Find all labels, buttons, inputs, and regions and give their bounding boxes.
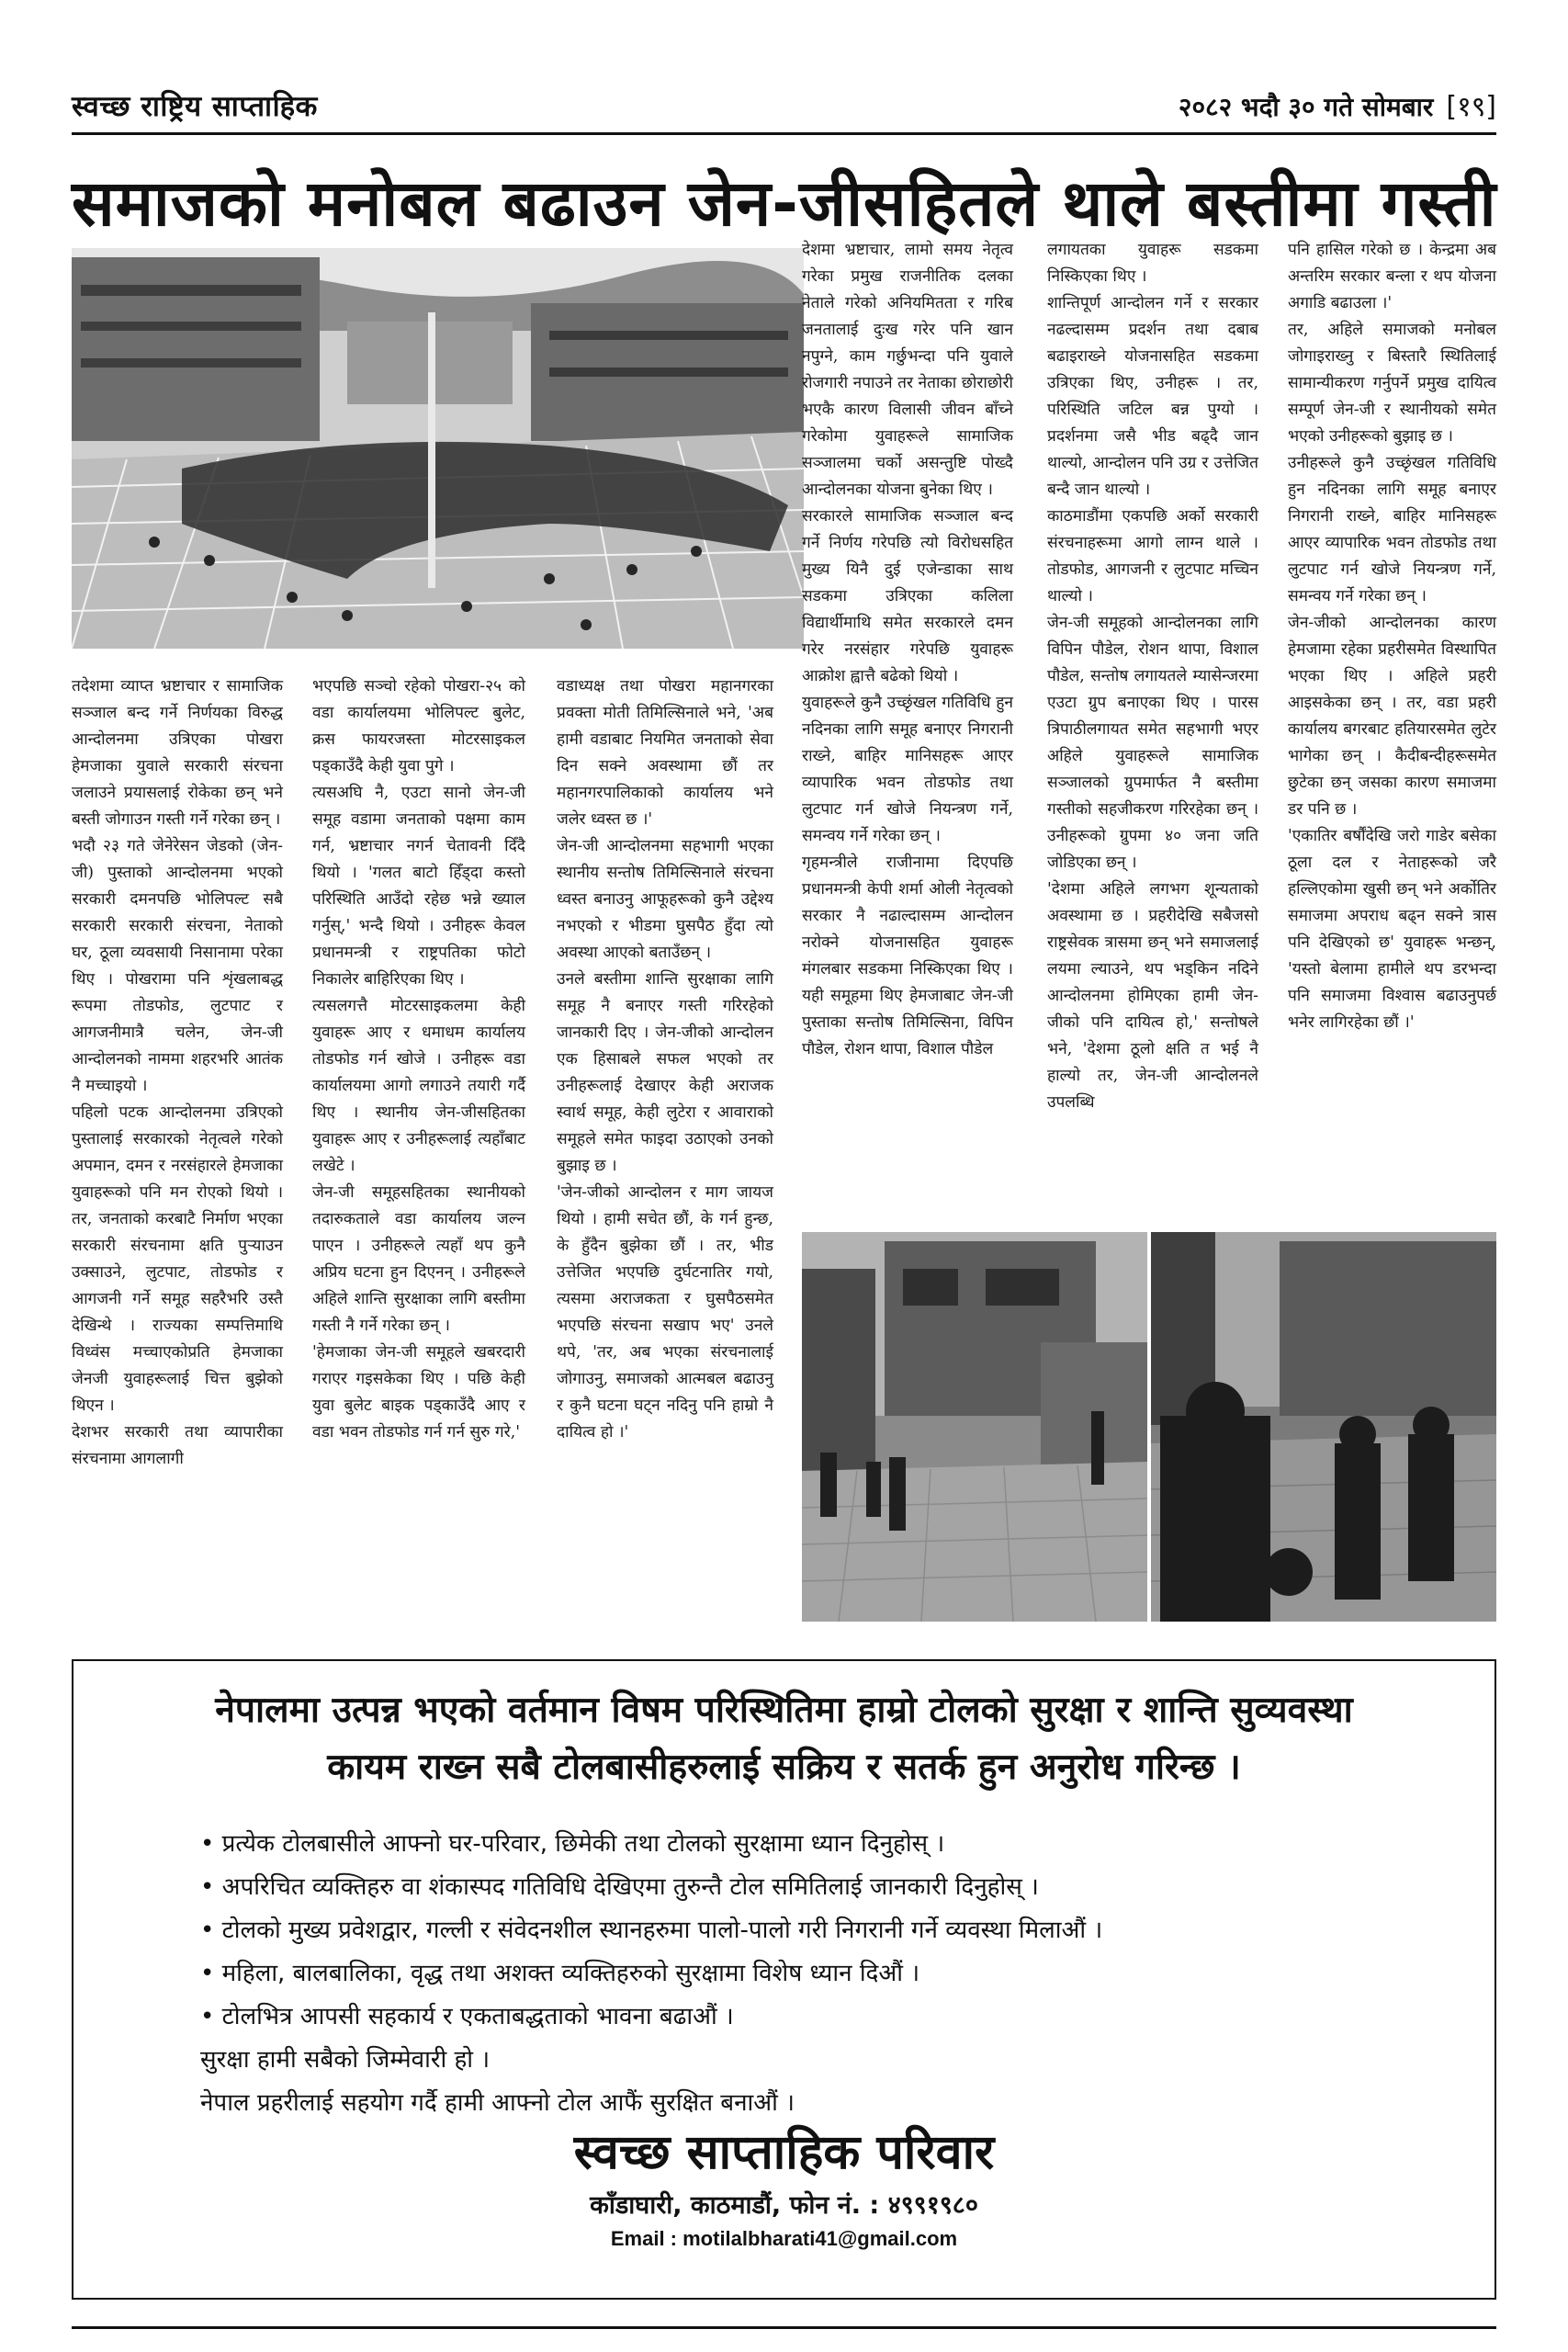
article-column-4: देशमा भ्रष्टाचार, लामो समय नेतृत्व गरेका प्रमुख राजनीतिक दलका नेताले गरेको अनियमितता र गरिब जनतालाई दुःख गरेर पनि खान नपुग्ने, काम गर्छुभन्दा पनि युवाले रोजगारी नपाउने तर नेताका छोराछोरी भएकै कारण विलासी जीवन बाँच्ने गरेकोमा युवाहरूले सामाजिक सञ्जालमा चर्को असन्तुष्टि पोख्दै आन्दोलनका योजना बुनेका थिए । सरकारले सामाजिक सञ्जाल बन्द गर्ने निर्णय गरेपछि त्यो विरोधसहित मुख्य यिनै दुई एजेन्डाका साथ सडकमा उत्रिएका कलिला विद्यार्थीमाथि समेत सरकारले दमन गरेर नरसंहार गरेपछि युवाहरू आक्रोश ह्वात्तै बढेको थियो । युवाहरूले कुनै उच्छृंखल गतिविधि हुन नदिनका लागि समूह बनाएर निगरानी राख्ने, बाहिर मानिसहरू आएर व्यापारिक भवन तोडफोड तथा लुटपाट गर्न खोजे नियन्त्रण गर्ने, समन्वय गर्ने गरेका छन् । गृहमन्त्रीले राजीनामा दिएपछि प्रधानमन्त्री केपी शर्मा ओली नेतृत्वको सरकार नै नढाल्दासम्म आन्दोलन नरोक्ने योजनासहित युवाहरू मंगलबार सडकमा निस्किएका थिए । यही समूहमा थिए हेमजाबाट जेन-जी पुस्ताका सन्तोष तिमिल्सिना, विपिन पौडेल, रोशन थापा, विशाल पौडेल: [802, 241, 1013, 1058]
notice-cooperation-line: नेपाल प्रहरीलाई सहयोग गर्दै हामी आफ्नो टोल आफैं सुरक्षित बनाऔं ।: [200, 2089, 795, 2117]
article-column-6: पनि हासिल गरेको छ । केन्द्रमा अब अन्तरिम सरकार बन्ला र थप योजना अगाडि बढाउला ।' तर, अहिले समाजको मनोबल जोगाइराख्नु र बिस्तारै स्थितिलाई सामान्यीकरण गर्नुपर्ने प्रमुख दायित्व सम्पूर्ण जेन-जी र स्थानीयको समेत भएको उनीहरूको बुझाइ छ । उनीहरूले कुनै उच्छृंखल गतिविधि हुन नदिनका लागि समूह बनाएर निगरानी राख्ने, बाहिर मानिसहरू आएर व्यापारिक भवन तोडफोड तथा लुटपाट गर्न खोजे नियन्त्रण गर्ने, समन्वय गर्ने गरेका छन् । जेन-जीको आन्दोलनका कारण हेमजामा रहेका प्रहरीसमेत विस्थापित भएका थिए । अहिले प्रहरी आइसकेका छन् । तर, वडा प्रहरी कार्यालय बगरबाट हतियारसमेत लुटेर भागेका छन् । कैदीबन्दीहरूसमेत छुटेका छन् जसका कारण समाजमा डर पनि छ । 'एकातिर बर्षौंदेखि जरो गाडेर बसेका ठूला दल र नेताहरूको जरै हल्लिएकोमा खुसी छन् भने अर्कोतिर समाजमा अपराध बढ्न सक्ने त्रास पनि देखिएको छ' युवाहरू भन्छन्, 'यस्तो बेलामा हामीले थप डरभन्दा पनि समाजमा विश्वास बढाउनुपर्छ भनेर लागिरहेका छौं ।': [1288, 241, 1496, 1032]
publisher-family-name: स्वच्छ साप्ताहिक परिवार: [573, 2125, 995, 2180]
issue-date-block: [1179, 86, 1496, 124]
notice-bullet-item: • अपरिचित व्यक्तिहरु वा शंकास्पद गतिविधि देखिएमा तुरुन्तै टोल समितिलाई जानकारी दिनुहोस् ।: [200, 1873, 1039, 1901]
notice-heading-line-1: नेपालमा उत्पन्न भएको वर्तमान विषम परिस्थितिमा हाम्रो टोलको सुरक्षा र शान्ति सुव्यवस्था: [215, 1690, 1353, 1731]
page-number: [१९]: [1446, 91, 1496, 123]
footer-rule: [72, 2326, 1496, 2329]
notice-bullet-item: • टोलको मुख्य प्रवेशद्वार, गल्ली र संवेदनशील स्थानहरुमा पालो-पालो गरी निगरानी गर्ने व्यवस्था मिलाऔं ।: [200, 1917, 1103, 1944]
article-column-5: लगायतका युवाहरू सडकमा निस्किएका थिए । शान्तिपूर्ण आन्दोलन गर्ने र सरकार नढल्दासम्म प्रदर्शन तथा दबाब बढाइराख्ने योजनासहित सडकमा उत्रिएका थिए, उनीहरू । तर, परिस्थिति जटिल बन्न पुग्यो । प्रदर्शनमा जसै भीड बढ्दै जान थाल्यो, आन्दोलन पनि उग्र र उत्तेजित बन्दै जान थाल्यो । काठमाडौंमा एकपछि अर्को सरकारी संरचनाहरूमा आगो लाग्न थाले । तोडफोड, आगजनी र लुटपाट मच्चिन थाल्यो । जेन-जी समूहको आन्दोलनका लागि विपिन पौडेल, रोशन थापा, विशाल पौडेल, सन्तोष लगायतले म्यासेन्जरमा एउटा ग्रुप बनाएका थिए । पारस त्रिपाठीलगायत समेत सहभागी भएर अहिले युवाहरूले सामाजिक सञ्जालको ग्रुपमार्फत नै बस्तीमा गस्तीको सहजीकरण गरिरहेका छन् । उनीहरूको ग्रुपमा ४० जना जति जोडिएका छन् । 'देशमा अहिले लगभग शून्यताको अवस्थामा छ । प्रहरीदेखि सबैजसो राष्ट्रसेवक त्रासमा छन् भने समाजलाई लयमा ल्याउने, थप भड्किन नदिने आन्दोलनमा होमिएका हामी जेन-जीको पनि दायित्व हो,' सन्तोषले भने, 'देशमा ठूलो क्षति त भई नै हाल्यो तर, जेन-जी आन्दोलनले उपलब्धि: [1047, 241, 1258, 1112]
publisher-address: काँडाघारी, काठमाडौं, फोन नं. : ४९९१९८०: [590, 2191, 978, 2220]
article-column-1: तदेशमा व्याप्त भ्रष्टाचार र सामाजिक सञ्जाल बन्द गर्ने निर्णयका विरुद्ध आन्दोलनमा उत्रिएका पोखरा हेमजाका युवाले सरकारी संरचना जलाउने प्रयासलाई रोकेका छन् भने बस्ती जोगाउन गस्ती गर्ने गरेका छन् । भदौ २३ गते जेनेरेसन जेडको (जेन-जी) पुस्ताको आन्दोलनमा भएको सरकारी दमनपछि भोलिपल्ट सबै सरकारी सरकारी संरचना, नेताको घर, ठूला व्यवसायी निसानामा परेका थिए । पोखरामा पनि शृंखलाबद्ध रूपमा तोडफोड, लुटपाट र आगजनीमात्रै चलेन, जेन-जी आन्दोलनको नाममा शहरभरि आतंक नै मच्चाइयो । पहिलो पटक आन्दोलनमा उत्रिएको पुस्तालाई सरकारको नेतृत्वले गरेको अपमान, दमन र नरसंहारले हेमजाका युवाहरूको पनि मन रोएको थियो । तर, जनताको करबाटै निर्माण भएका सरकारी संरचनामा क्षति पुऱ्याउन उक्साउने, लुटपाट, तोडफोड र आगजनी गर्ने समूह सहरैभरि उस्तै देखिन्थे । राज्यका सम्पत्तिमाथि विध्वंस मच्चाएकोप्रति हेमजाका जेनजी युवाहरूलाई चित्त बुझेको थिएन । देशभर सरकारी तथा व्यापारीका संरचनामा आगलागी: [72, 677, 283, 1468]
notice-bullet-item: • प्रत्येक टोलबासीले आफ्नो घर-परिवार, छिमेकी तथा टोलको सुरक्षामा ध्यान दिनुहोस् ।: [200, 1830, 945, 1858]
masthead-rule: [72, 132, 1496, 135]
publisher-email: Email : motilalbharati41@gmail.com: [610, 2227, 958, 2250]
smoky-street-photo-left: [802, 1232, 1147, 1622]
article-headline: समाजको मनोबल बढाउन जेन-जीसहितले थाले बस्तीमा गस्ती: [72, 167, 1497, 241]
newspaper-title: स्वच्छ राष्ट्रिय साप्ताहिक: [72, 90, 318, 123]
article-column-3: वडाध्यक्ष तथा पोखरा महानगरका प्रवक्ता मोती तिमिल्सिनाले भने, 'अब हामी वडाबाट नियमित जनताको सेवा दिन सक्ने अवस्थामा छौं तर महानगरपालिकाको कार्यालय भने जलेर ध्वस्त छ ।' जेन-जी आन्दोलनमा सहभागी भएका स्थानीय सन्तोष तिमिल्सिनाले संरचना ध्वस्त बनाउनु आफूहरूको कुनै उद्देश्य नभएको र भीडमा घुसपैठ हुँदा त्यो अवस्था आएको बताउँछन् । उनले बस्तीमा शान्ति सुरक्षाका लागि समूह नै बनाएर गस्ती गरिरहेको जानकारी दिए । जेन-जीको आन्दोलन एक हिसाबले सफल भएको तर उनीहरूलाई देखाएर केही अराजक स्वार्थ समूह, केही लुटेरा र आवाराको समूहले समेत फाइदा उठाएको उनको बुझाइ छ । 'जेन-जीको आन्दोलन र माग जायज थियो । हामी सचेत छौं, के गर्न हुन्छ, के हुँदैन बुझेका छौं । तर, भीड उत्तेजित भएपछि दुर्घटनातिर गयो, त्यसमा अराजकता र घुसपैठसमेत भएपछि संरचना सखाप भए' उनले थपे, 'तर, अब भएका संरचनालाई जोगाउनु, समाजको आत्मबल बढाउनु र कुनै घटना घट्न नदिनु पनि हाम्रो नै दायित्व हो ।': [557, 677, 773, 1442]
smoky-street-photo-right: [1151, 1232, 1496, 1622]
community-notice-box: [72, 1659, 1496, 2300]
notice-responsibility-line: सुरक्षा हामी सबैको जिम्मेवारी हो ।: [200, 2046, 491, 2074]
article-column-2: भएपछि सञ्चो रहेको पोखरा-२५ को वडा कार्यालयमा भोलिपल्ट बुलेट, क्रस फायरजस्ता मोटरसाइकल पड्काउँदै केही युवा पुगे । त्यसअघि नै, एउटा सानो जेन-जी समूह वडामा जनताको पक्षमा काम गर्न, भ्रष्टाचार नगर्न चेतावनी दिँदै थियो । 'गलत बाटो हिँड्दा कस्तो परिस्थिति आउँदो रहेछ भन्ने ख्याल गर्नुस्,' भन्दै थियो । उनीहरू केवल प्रधानमन्त्री र राष्ट्रपतिका फोटो निकालेर बाहिरिएका थिए । त्यसलगत्तै मोटरसाइकलमा केही युवाहरू आए र धमाधम कार्यालय तोडफोड गर्न खोजे । उनीहरू वडा कार्यालयमा आगो लगाउने तयारी गर्दै थिए । स्थानीय जेन-जीसहितका युवाहरू आए र उनीहरूलाई त्यहाँबाट लखेटे । जेन-जी समूहसहितका स्थानीयको तदारुकताले वडा कार्यालय जल्न पाएन । उनीहरूले त्यहाँ थप कुनै अप्रिय घटना हुन दिएनन् । उनीहरूले अहिले शान्ति सुरक्षाका लागि बस्तीमा गस्ती नै गर्ने गरेका छन् । 'हेमजाका जेन-जी समूहले खबरदारी गराएर गइसकेका थिए । पछि केही युवा बुलेट बाइक पड्काउँदै आए र वडा भवन तोडफोड गर्न गर्न सुरु गरे,': [312, 677, 525, 1442]
issue-date: २०८२ भदौ ३० गते सोमबार: [1178, 92, 1434, 122]
crowd-square-photo: [72, 248, 804, 649]
notice-bullet-list: [200, 1823, 1413, 2125]
notice-bullet-item: • महिला, बालबालिका, वृद्ध तथा अशक्त व्यक्तिहरुको सुरक्षामा विशेष ध्यान दिऔं ।: [200, 1960, 920, 1987]
notice-bullet-item: • टोलभित्र आपसी सहकार्य र एकताबद्धताको भावना बढाऔं ।: [200, 2003, 734, 2030]
notice-heading-line-2: कायम राख्न सबै टोलबासीहरुलाई सक्रिय र सतर्क हुन अनुरोध गरिन्छ ।: [327, 1747, 1241, 1788]
